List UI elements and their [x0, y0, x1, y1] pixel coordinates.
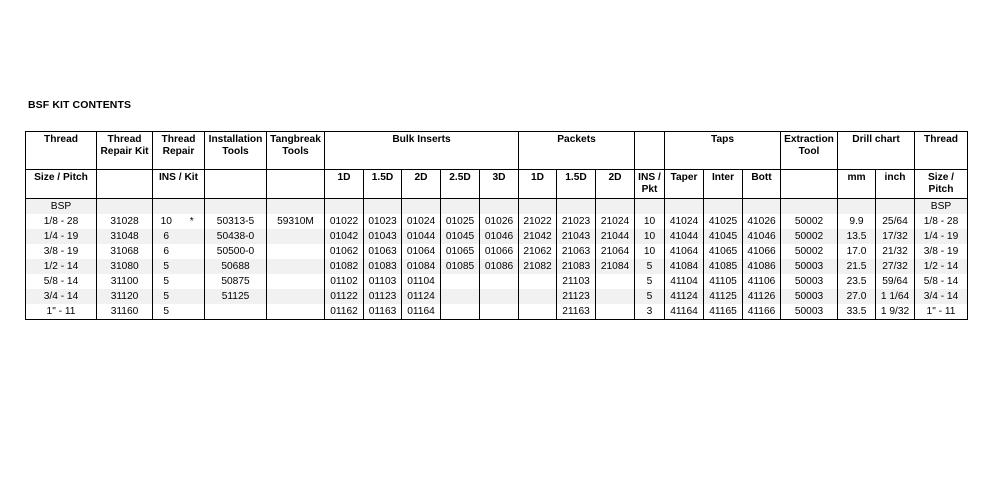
installation-tool-cell: 50500-0 — [205, 244, 267, 259]
taps-header: Taps — [665, 132, 781, 170]
thread-size-cell: 1" - 11 — [26, 304, 97, 320]
bulk-1-5d-header: 1.5D — [364, 170, 402, 199]
packet-1d-cell — [519, 289, 557, 304]
tap-inter-cell: 41025 — [704, 214, 743, 229]
drill-inch-cell: 59/64 — [876, 274, 915, 289]
extraction-tool-cell: 50003 — [781, 289, 838, 304]
packet-2d-cell: 21084 — [596, 259, 635, 274]
bulk-2-5d-cell — [441, 289, 480, 304]
ins-pkt-spacer-header — [635, 132, 665, 170]
tap-bott-cell: 41166 — [743, 304, 781, 320]
tap-bott-cell: 41126 — [743, 289, 781, 304]
bulk-1d-cell: 01082 — [325, 259, 364, 274]
drill-chart-header: Drill chart — [838, 132, 915, 170]
bulk-1d-cell: 01042 — [325, 229, 364, 244]
drill-inch-cell: 21/32 — [876, 244, 915, 259]
bulk-2d-cell: 01084 — [402, 259, 441, 274]
packets-header: Packets — [519, 132, 635, 170]
drill-mm-cell: 21.5 — [838, 259, 876, 274]
tangbreak-sub-spacer — [267, 170, 325, 199]
thread-repair-kit-header: Thread Repair Kit — [97, 132, 153, 170]
packet-1d-cell — [519, 199, 557, 215]
ins-kit-cell: 5 — [153, 289, 180, 304]
ins-pkt-cell: 10 — [635, 244, 665, 259]
extraction-sub-spacer — [781, 170, 838, 199]
repair-kit-cell: 31028 — [97, 214, 153, 229]
bulk-1d-cell: 01022 — [325, 214, 364, 229]
installation-tool-cell: 50438-0 — [205, 229, 267, 244]
ins-kit-cell: 5 — [153, 259, 180, 274]
drill-mm-cell: 33.5 — [838, 304, 876, 320]
kit-note-cell — [180, 259, 205, 274]
packet-2d-cell: 21024 — [596, 214, 635, 229]
size-pitch-right-header: Size / Pitch — [915, 170, 968, 199]
packet-1d-cell: 21082 — [519, 259, 557, 274]
drill-inch-cell: 25/64 — [876, 214, 915, 229]
page-title: BSF KIT CONTENTS — [28, 99, 132, 111]
install-sub-spacer — [205, 170, 267, 199]
installation-tool-cell: 50313-5 — [205, 214, 267, 229]
packet-1d-cell: 21022 — [519, 214, 557, 229]
ins-pkt-cell: 5 — [635, 289, 665, 304]
packet-1-5d-cell: 21043 — [557, 229, 596, 244]
extraction-tool-header: Extraction Tool — [781, 132, 838, 170]
bulk-1d-header: 1D — [325, 170, 364, 199]
thread-size-cell: 1/2 - 14 — [26, 259, 97, 274]
tangbreak-tool-cell — [267, 274, 325, 289]
extraction-tool-cell: 50003 — [781, 274, 838, 289]
ins-kit-cell: 6 — [153, 229, 180, 244]
ins-kit-cell — [153, 199, 180, 215]
ins-pkt-cell: 10 — [635, 229, 665, 244]
tap-bott-cell: 41106 — [743, 274, 781, 289]
packet-1-5d-header: 1.5D — [557, 170, 596, 199]
thread-size-cell: 1/8 - 28 — [26, 214, 97, 229]
tap-taper-cell: 41024 — [665, 214, 704, 229]
packet-2d-cell — [596, 289, 635, 304]
drill-mm-cell: 27.0 — [838, 289, 876, 304]
bulk-2-5d-cell: 01025 — [441, 214, 480, 229]
table-row — [26, 289, 968, 304]
table-row — [26, 259, 968, 274]
extraction-tool-cell: 50003 — [781, 259, 838, 274]
installation-tool-cell — [205, 199, 267, 215]
packet-1d-cell — [519, 304, 557, 320]
drill-mm-cell — [838, 199, 876, 215]
tap-taper-cell: 41124 — [665, 289, 704, 304]
thread-repair-header: Thread Repair — [153, 132, 205, 170]
thread-right-header: Thread — [915, 132, 968, 170]
repair-kit-cell: 31120 — [97, 289, 153, 304]
bulk-3d-cell: 01066 — [480, 244, 519, 259]
thread-size-right-cell: 5/8 - 14 — [915, 274, 968, 289]
thread-size-cell: 3/4 - 14 — [26, 289, 97, 304]
drill-mm-cell: 23.5 — [838, 274, 876, 289]
packet-1-5d-cell: 21163 — [557, 304, 596, 320]
packet-2d-cell — [596, 304, 635, 320]
ins-pkt-cell: 3 — [635, 304, 665, 320]
packet-1d-cell: 21062 — [519, 244, 557, 259]
packet-1-5d-cell: 21023 — [557, 214, 596, 229]
bulk-2d-cell — [402, 199, 441, 215]
thread-size-right-cell: 1/8 - 28 — [915, 214, 968, 229]
thread-size-right-cell: 1/2 - 14 — [915, 259, 968, 274]
tap-inter-cell: 41065 — [704, 244, 743, 259]
kit-sub-spacer — [97, 170, 153, 199]
ins-kit-cell: 5 — [153, 274, 180, 289]
tangbreak-tool-cell — [267, 259, 325, 274]
bulk-2d-header: 2D — [402, 170, 441, 199]
thread-size-cell: BSP — [26, 199, 97, 215]
ins-kit-header: INS / Kit — [153, 170, 205, 199]
table-row — [26, 214, 968, 229]
tap-inter-header: Inter — [704, 170, 743, 199]
thread-size-cell: 3/8 - 19 — [26, 244, 97, 259]
tap-taper-cell — [665, 199, 704, 215]
bulk-1-5d-cell: 01063 — [364, 244, 402, 259]
thread-header: Thread — [26, 132, 97, 170]
thread-size-cell: 1/4 - 19 — [26, 229, 97, 244]
bulk-inserts-header: Bulk Inserts — [325, 132, 519, 170]
tap-taper-cell: 41104 — [665, 274, 704, 289]
bulk-1-5d-cell: 01023 — [364, 214, 402, 229]
tap-inter-cell — [704, 199, 743, 215]
packet-1-5d-cell: 21123 — [557, 289, 596, 304]
drill-inch-cell: 17/32 — [876, 229, 915, 244]
header-row-sub — [26, 170, 968, 199]
tangbreak-tool-cell — [267, 289, 325, 304]
tap-inter-cell: 41125 — [704, 289, 743, 304]
repair-kit-cell: 31160 — [97, 304, 153, 320]
bulk-2-5d-cell: 01085 — [441, 259, 480, 274]
kit-note-cell — [180, 244, 205, 259]
kit-note-cell: * — [180, 214, 205, 229]
extraction-tool-cell — [781, 199, 838, 215]
kit-note-cell — [180, 199, 205, 215]
packet-2d-cell — [596, 199, 635, 215]
ins-pkt-cell: 10 — [635, 214, 665, 229]
tap-taper-cell: 41164 — [665, 304, 704, 320]
ins-pkt-header: INS / Pkt — [635, 170, 665, 199]
drill-inch-cell: 27/32 — [876, 259, 915, 274]
bulk-2d-cell: 01024 — [402, 214, 441, 229]
ins-pkt-cell — [635, 199, 665, 215]
tap-bott-header: Bott — [743, 170, 781, 199]
ins-kit-cell: 10 — [153, 214, 180, 229]
bulk-1-5d-cell: 01123 — [364, 289, 402, 304]
tangbreak-tool-cell: 59310M — [267, 214, 325, 229]
tap-inter-cell: 41165 — [704, 304, 743, 320]
drill-mm-cell: 17.0 — [838, 244, 876, 259]
ins-kit-cell: 6 — [153, 244, 180, 259]
table-row — [26, 304, 968, 320]
thread-size-right-cell: 3/4 - 14 — [915, 289, 968, 304]
packet-1d-header: 1D — [519, 170, 557, 199]
packet-1-5d-cell: 21063 — [557, 244, 596, 259]
bulk-2-5d-cell — [441, 304, 480, 320]
bulk-1-5d-cell: 01043 — [364, 229, 402, 244]
tap-inter-cell: 41105 — [704, 274, 743, 289]
drill-inch-cell: 1 1/64 — [876, 289, 915, 304]
extraction-tool-cell: 50002 — [781, 244, 838, 259]
bulk-2-5d-cell — [441, 274, 480, 289]
bulk-3d-header: 3D — [480, 170, 519, 199]
packet-1-5d-cell: 21103 — [557, 274, 596, 289]
extraction-tool-cell: 50002 — [781, 214, 838, 229]
tap-bott-cell: 41086 — [743, 259, 781, 274]
bulk-2-5d-header: 2.5D — [441, 170, 480, 199]
table-row — [26, 274, 968, 289]
size-pitch-header: Size / Pitch — [26, 170, 97, 199]
installation-tools-header: Installation Tools — [205, 132, 267, 170]
tangbreak-tool-cell — [267, 229, 325, 244]
bulk-2-5d-cell: 01065 — [441, 244, 480, 259]
bulk-3d-cell: 01046 — [480, 229, 519, 244]
tap-taper-cell: 41064 — [665, 244, 704, 259]
thread-size-cell: 5/8 - 14 — [26, 274, 97, 289]
kit-note-cell — [180, 229, 205, 244]
packet-1d-cell: 21042 — [519, 229, 557, 244]
tap-taper-cell: 41044 — [665, 229, 704, 244]
kit-contents-table — [25, 131, 968, 320]
drill-inch-cell — [876, 199, 915, 215]
tap-inter-cell: 41045 — [704, 229, 743, 244]
bulk-2d-cell: 01164 — [402, 304, 441, 320]
table-row — [26, 199, 968, 215]
packet-2d-header: 2D — [596, 170, 635, 199]
ins-kit-cell: 5 — [153, 304, 180, 320]
tangbreak-tools-header: Tangbreak Tools — [267, 132, 325, 170]
bulk-1d-cell: 01062 — [325, 244, 364, 259]
installation-tool-cell: 50875 — [205, 274, 267, 289]
packet-1d-cell — [519, 274, 557, 289]
bulk-3d-cell — [480, 274, 519, 289]
tap-taper-cell: 41084 — [665, 259, 704, 274]
bulk-1d-cell: 01162 — [325, 304, 364, 320]
bulk-1-5d-cell: 01083 — [364, 259, 402, 274]
bulk-3d-cell: 01086 — [480, 259, 519, 274]
installation-tool-cell — [205, 304, 267, 320]
bulk-3d-cell — [480, 304, 519, 320]
extraction-tool-cell: 50002 — [781, 229, 838, 244]
packet-2d-cell — [596, 274, 635, 289]
tangbreak-tool-cell — [267, 304, 325, 320]
repair-kit-cell: 31080 — [97, 259, 153, 274]
bulk-3d-cell: 01026 — [480, 214, 519, 229]
packet-2d-cell: 21044 — [596, 229, 635, 244]
drill-inch-header: inch — [876, 170, 915, 199]
bulk-3d-cell — [480, 199, 519, 215]
installation-tool-cell: 51125 — [205, 289, 267, 304]
tap-bott-cell: 41066 — [743, 244, 781, 259]
ins-pkt-cell: 5 — [635, 259, 665, 274]
header-row-top — [26, 132, 968, 170]
thread-size-right-cell: 1/4 - 19 — [915, 229, 968, 244]
packet-2d-cell: 21064 — [596, 244, 635, 259]
repair-kit-cell: 31048 — [97, 229, 153, 244]
extraction-tool-cell: 50003 — [781, 304, 838, 320]
repair-kit-cell — [97, 199, 153, 215]
drill-inch-cell: 1 9/32 — [876, 304, 915, 320]
table-row — [26, 229, 968, 244]
ins-pkt-cell: 5 — [635, 274, 665, 289]
drill-mm-cell: 13.5 — [838, 229, 876, 244]
bulk-1d-cell: 01102 — [325, 274, 364, 289]
bulk-2d-cell: 01124 — [402, 289, 441, 304]
installation-tool-cell: 50688 — [205, 259, 267, 274]
bulk-2-5d-cell: 01045 — [441, 229, 480, 244]
tangbreak-tool-cell — [267, 244, 325, 259]
bulk-2d-cell: 01064 — [402, 244, 441, 259]
tangbreak-tool-cell — [267, 199, 325, 215]
bulk-1d-cell — [325, 199, 364, 215]
bulk-1d-cell: 01122 — [325, 289, 364, 304]
drill-mm-header: mm — [838, 170, 876, 199]
bulk-2d-cell: 01044 — [402, 229, 441, 244]
kit-note-cell — [180, 274, 205, 289]
repair-kit-cell: 31100 — [97, 274, 153, 289]
thread-size-right-cell: 3/8 - 19 — [915, 244, 968, 259]
bulk-1-5d-cell: 01103 — [364, 274, 402, 289]
thread-size-right-cell: 1" - 11 — [915, 304, 968, 320]
kit-note-cell — [180, 289, 205, 304]
tap-taper-header: Taper — [665, 170, 704, 199]
tap-bott-cell: 41026 — [743, 214, 781, 229]
kit-note-cell — [180, 304, 205, 320]
bulk-1-5d-cell: 01163 — [364, 304, 402, 320]
packet-1-5d-cell — [557, 199, 596, 215]
bulk-3d-cell — [480, 289, 519, 304]
packet-1-5d-cell: 21083 — [557, 259, 596, 274]
table-row — [26, 244, 968, 259]
drill-mm-cell: 9.9 — [838, 214, 876, 229]
tap-bott-cell — [743, 199, 781, 215]
tap-bott-cell: 41046 — [743, 229, 781, 244]
tap-inter-cell: 41085 — [704, 259, 743, 274]
bulk-2d-cell: 01104 — [402, 274, 441, 289]
bulk-2-5d-cell — [441, 199, 480, 215]
bulk-1-5d-cell — [364, 199, 402, 215]
repair-kit-cell: 31068 — [97, 244, 153, 259]
thread-size-right-cell: BSP — [915, 199, 968, 215]
